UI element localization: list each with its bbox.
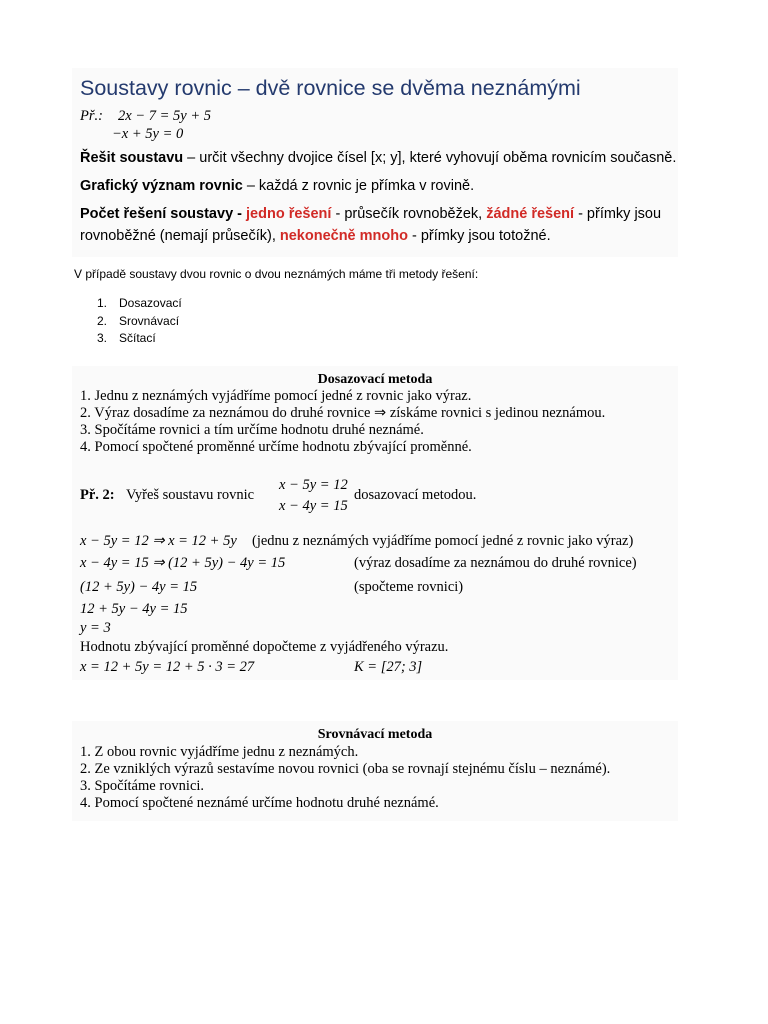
work-note: (jednu z neznámých vyjádříme pomocí jedné z rovnic jako výraz) — [252, 533, 634, 549]
work-math: x − 5y = 12 ⇒ x = 12 + 5y — [80, 533, 237, 549]
solve-text: – určit všechny dvojice čísel [x; y], které vyhovují oběma rovnicím současně. — [183, 150, 677, 166]
remainder-text: Hodnotu zbývající proměnné dopočteme z vyjádřeného výrazu. — [80, 639, 449, 655]
solution-count-line-1 — [80, 206, 661, 222]
graph-term: Grafický význam rovnic — [80, 178, 243, 194]
list-item: 1. Dosazovací — [97, 296, 182, 310]
final-result: K = [27; 3] — [354, 659, 423, 675]
substitution-method-box — [72, 366, 678, 680]
example-2-text: Vyřeš soustavu rovnic — [126, 487, 255, 503]
example-equation-1: 2x − 7 = 5y + 5 — [118, 108, 211, 124]
step-line: 2. Výraz dosadíme za neznámou do druhé rovnice ⇒ získáme rovnici s jedinou neznámou. — [80, 405, 606, 421]
step-line: 4. Pomocí spočtené proměnné určíme hodnotu zbývající proměnné. — [80, 439, 472, 455]
one-solution-text: - průsečík rovnoběžek, — [331, 206, 487, 222]
step-line: 2. Ze vzniklých výrazů sestavíme novou rovnici (oba se rovnají stejnému číslu – neznámé). — [80, 761, 611, 777]
step-line: 3. Spočítáme rovnici a tím určíme hodnotu druhé neznámé. — [80, 422, 424, 438]
example-2-label: Př. 2: — [80, 487, 115, 503]
example-equation-2: −x + 5y = 0 — [112, 126, 184, 142]
work-math: 12 + 5y − 4y = 15 — [80, 601, 188, 617]
work-math: (12 + 5y) − 4y = 15 — [80, 579, 198, 595]
step-line: 3. Spočítáme rovnici. — [80, 778, 205, 794]
solve-definition — [80, 150, 676, 166]
comparison-method-box — [72, 721, 678, 821]
work-math: y = 3 — [80, 620, 111, 636]
work-note: (spočteme rovnici) — [354, 579, 464, 595]
intro-paragraph: V případě soustavy dvou rovnic o dvou neznámých máme tři metody řešení: — [74, 267, 479, 281]
section-heading: Dosazovací metoda — [317, 372, 433, 387]
parallel-text: rovnoběžné (nemají průsečík), — [80, 228, 280, 244]
example-label: Př.: — [80, 108, 103, 124]
work-note: (výraz dosadíme za neznámou do druhé rovnice) — [354, 555, 637, 571]
section-heading: Srovnávací metoda — [317, 727, 433, 742]
solve-term: Řešit soustavu — [80, 150, 184, 166]
one-solution-label: jedno řešení — [246, 206, 332, 222]
graph-definition — [80, 178, 474, 194]
page-title: Soustavy rovnic – dvě rovnice se dvěma neznámými — [80, 76, 581, 100]
infinite-label: nekonečně mnoho — [279, 228, 408, 244]
list-item: 2. Srovnávací — [97, 314, 180, 328]
final-computation: x = 12 + 5y = 12 + 5 · 3 = 27 — [80, 659, 255, 675]
list-item: 3. Sčítací — [97, 331, 156, 345]
graph-text: – každá z rovnic je přímka v rovině. — [242, 178, 475, 194]
step-line: 1. Jednu z neznámých vyjádříme pomocí jedné z rovnic jako výraz. — [80, 388, 472, 404]
summary-box — [72, 68, 678, 257]
system-equation-1: x − 5y = 12 — [279, 477, 348, 493]
system-equation-2: x − 4y = 15 — [279, 498, 348, 514]
step-line: 1. Z obou rovnic vyjádříme jednu z neznámých. — [80, 744, 359, 760]
solution-count-line-2 — [80, 228, 551, 244]
step-line: 4. Pomocí spočtené neznámé určíme hodnotu druhé neznámé. — [80, 795, 439, 811]
no-solution-text: - přímky jsou — [574, 206, 662, 222]
count-term: Počet řešení soustavy - — [80, 206, 242, 222]
infinite-text: - přímky jsou totožné. — [407, 228, 551, 244]
work-math: x − 4y = 15 ⇒ (12 + 5y) − 4y = 15 — [80, 555, 286, 571]
no-solution-label: žádné řešení — [486, 206, 575, 222]
example-2-suffix: dosazovací metodou. — [354, 487, 477, 503]
